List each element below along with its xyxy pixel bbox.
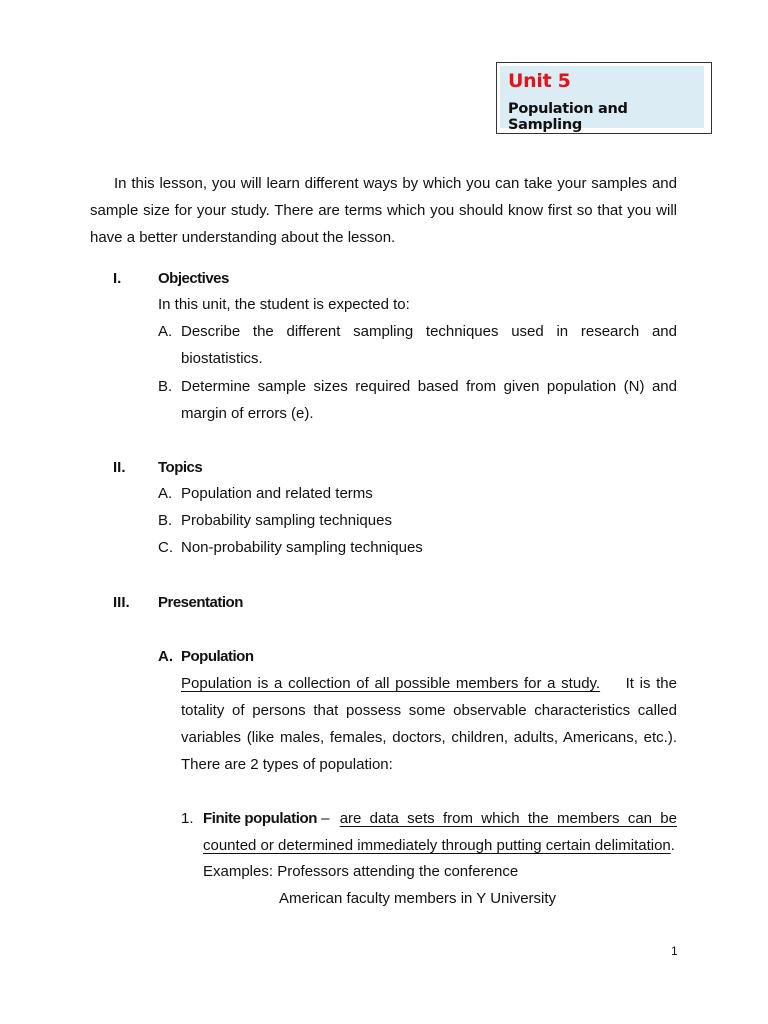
finite-line-1: [203, 810, 677, 828]
finite-dash: –: [317, 810, 334, 827]
population-line-1: [181, 675, 677, 693]
finite-term: Finite population: [203, 810, 318, 827]
objective-b-marker: B.: [158, 378, 173, 395]
finite-term-group: [203, 810, 334, 828]
objectives-heading: Objectives: [158, 270, 229, 287]
presentation-heading: Presentation: [158, 594, 243, 611]
intro-line-2: sample size for your study. There are terms which you should know first so that you will: [90, 202, 677, 219]
topic-a-text: Population and related terms: [181, 485, 373, 502]
objectives-lead: In this unit, the student is expected to:: [158, 296, 410, 313]
topic-c-marker: C.: [158, 539, 173, 556]
objective-b-line-2: margin of errors (e).: [181, 405, 314, 422]
unit-header-fill: [500, 66, 704, 133]
topic-c-text: Non-probability sampling techniques: [181, 539, 423, 556]
intro-line-1: In this lesson, you will learn different ways by which you can take your samples and: [114, 175, 677, 192]
population-heading: Population: [181, 648, 254, 665]
finite-definition-line-2: counted or determined immediately through putting certain delimitation: [203, 837, 671, 854]
topics-numeral: II.: [113, 459, 126, 476]
finite-line-2: [203, 837, 675, 855]
unit-subtitle: Population and Sampling: [508, 101, 628, 133]
population-line-4: There are 2 types of population:: [181, 756, 393, 773]
finite-example-2: American faculty members in Y University: [279, 890, 557, 907]
population-line-1-rest: It is the: [625, 675, 677, 692]
topics-heading: Topics: [158, 459, 203, 476]
objectives-numeral: I.: [113, 270, 122, 287]
finite-examples: Examples: Professors attending the conference: [203, 863, 519, 880]
finite-marker: 1.: [181, 810, 194, 827]
objective-b-line-1: Determine sample sizes required based from given population (N) and: [181, 378, 677, 395]
objective-a-line-1: Describe the different sampling techniques used in research and: [181, 323, 677, 340]
presentation-numeral: III.: [113, 594, 130, 611]
population-marker: A.: [158, 648, 173, 665]
topic-a-marker: A.: [158, 485, 173, 502]
unit-title: Unit 5: [508, 70, 571, 92]
objective-a-line-2: biostatistics.: [181, 350, 263, 367]
objective-a-marker: A.: [158, 323, 173, 340]
topic-b-marker: B.: [158, 512, 173, 529]
unit-header-box: [496, 62, 712, 134]
population-line-3: variables (like males, females, doctors, children, adults, Americans, etc.).: [181, 729, 677, 746]
finite-definition-end: .: [670, 837, 675, 854]
intro-line-3: have a better understanding about the lesson.: [90, 229, 396, 246]
finite-definition-line-1: are data sets from which the members can be: [339, 810, 677, 827]
population-line-2: totality of persons that possess some observable characteristics called: [181, 702, 677, 719]
population-definition: Population is a collection of all possible members for a study.: [181, 675, 601, 692]
topic-b-text: Probability sampling techniques: [181, 512, 392, 529]
page-number: 1: [671, 944, 678, 958]
